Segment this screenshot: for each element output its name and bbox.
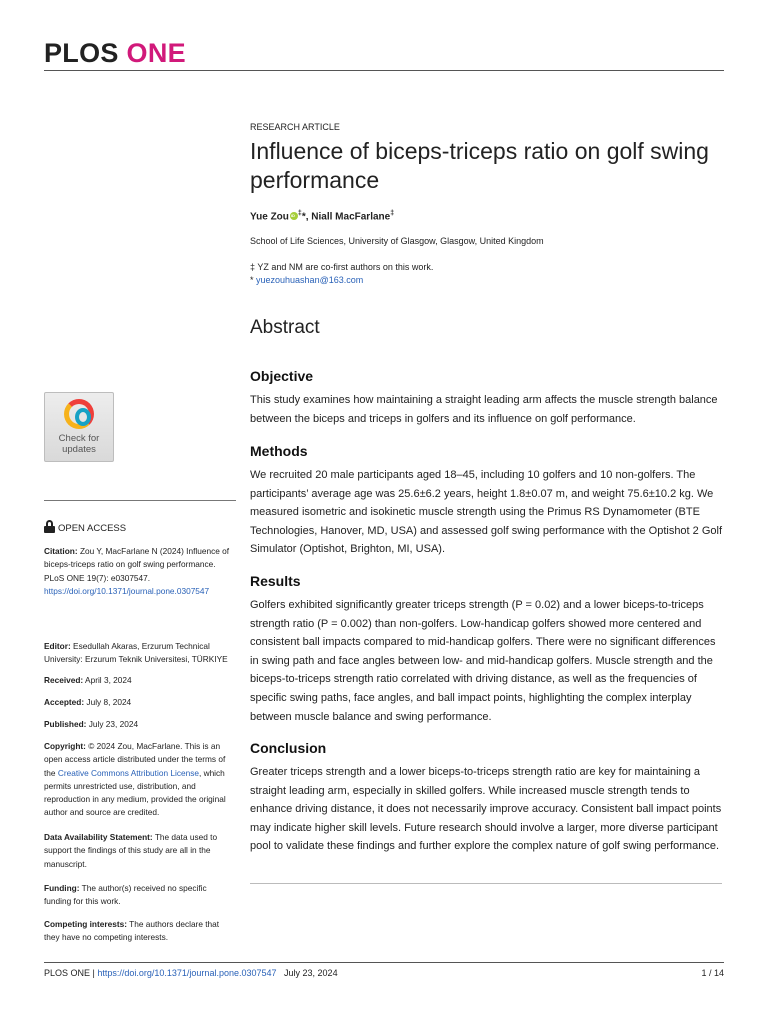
citation-label: Citation: [44,546,78,556]
crossmark-icon [64,399,94,429]
copyright-text: © 2024 Zou, MacFarlane. This is an open access article distributed under the terms of the [44,741,226,778]
competing-interests-text: The authors declare that they have no competing interests. [44,919,220,943]
published-date: July 23, 2024 [86,719,139,729]
section-heading: Conclusion [250,740,327,756]
badge-line: Check for [58,433,100,444]
funding-block [44,882,236,909]
article-title: Influence of biceps-triceps ratio on golf swing performance [250,138,709,193]
received-label: Received: [44,675,84,685]
received-block [44,674,236,687]
accepted-label: Accepted: [44,697,85,707]
badge-label [45,434,113,455]
abstract-section-methods [250,443,722,559]
editor-text: Esedullah Akaras, Erzurum Technical University: Erzurum Teknik Universitesi, TÜRKIYE [44,641,228,665]
accepted-block [44,696,236,709]
competing-interests-label: Competing interests: [44,919,127,929]
email-link[interactable]: yuezouhuashan@163.com [256,275,364,285]
check-for-updates-badge[interactable] [44,392,114,462]
affiliation: School of Life Sciences, University of Glasgow, Glasgow, United Kingdom [250,236,544,246]
header-divider [44,70,724,71]
abstract-section-conclusion [250,740,722,856]
citation-block [44,545,236,598]
copyright-text: , which permits unrestricted use, distribution, and reproduction in any medium, provided the original author and source are credited. [44,767,226,818]
open-access-text: OPEN ACCESS [58,523,127,534]
badge-line: updates [62,443,96,455]
license-link[interactable]: Creative Commons Attribution License [57,767,199,778]
journal-logo[interactable] [44,38,186,69]
section-text: Greater triceps strength and a lower biceps-to-triceps strength ratio are key for maintaining a straight leading arm, especially in skilled golfers. While increased muscle strength tends to enhance driving distance, it does not necessarily improve accuracy. Consistent ball impact points may indicate higher skill levels. Future research should involve a larger, more diverse participant pool to validate these findings and further explore the complex nature of golf swing performance. [250,766,722,853]
abstract-end-divider [250,883,722,884]
accepted-date: July 8, 2024 [84,697,132,707]
open-lock-icon [44,520,55,533]
author-mark: ‡ [297,210,302,217]
footer-journal: PLOS ONE | [44,968,98,978]
section-text: This study examines how maintaining a straight leading arm affects the muscle strength balance between the biceps and triceps in golfers and its influence on golf performance. [250,394,718,425]
author-mark: ‡ [390,210,395,217]
open-access-label [44,520,126,534]
editor-label: Editor: [44,641,71,651]
author-list [250,210,394,222]
abstract-section-results [250,573,722,726]
published-label: Published: [44,719,87,729]
data-availability-block [44,831,236,871]
section-heading: Results [250,573,301,589]
received-date: April 3, 2024 [83,675,132,685]
section-heading: Objective [250,368,314,384]
funding-label: Funding: [44,883,80,893]
orcid-icon[interactable] [290,212,298,220]
section-text: We recruited 20 male participants aged 18–45, including 10 golfers and 10 non-golfers. The participants’ average age was 25.6±6.2 years, height 1.8±0.07 m, and weight 75.6±10.2 kg. We measured isometric and isokinetic muscle strength using the Primus RS Dynamometer (BTE Technologies, Hanover, MD, USA) and assessed golf swing performance with the Optishot 2 Golf Simulator (Optishot, Brighton, MI, USA). [250,469,723,556]
logo-plos: PLOS [44,38,119,68]
author-name[interactable]: Yue Zou [250,211,289,223]
author-name[interactable]: Niall MacFarlane [311,211,391,223]
footer-date: July 23, 2024 [284,968,338,978]
footer-doi-link[interactable]: https://doi.org/10.1371/journal.pone.0307547 [97,968,277,978]
copyright-label: Copyright: [44,741,86,751]
data-availability-text: The data used to support the findings of this study are all in the manuscript. [44,832,218,869]
section-text: Golfers exhibited significantly greater triceps strength (P = 0.02) and a lower biceps-to-triceps strength ratio (P = 0.002) than non-golfers. Low-handicap golfers showed more centered and consistent ball impacts compared to mid-handicap golfers. There were no significant differences in swing path and face angles between low- and mid-handicap golfers. Muscle strength and the biceps-to-triceps strength ratio correlated with driving distance, as well as the frequencies of specific swing paths, face angles, and ball impact points, highlighting the complex interplay between muscle balance and swing performance. [250,599,716,723]
logo-one: ONE [126,38,186,68]
article-type: RESEARCH ARTICLE [250,122,340,132]
citation-text: Zou Y, MacFarlane N (2024) Influence of biceps-triceps ratio on golf swing performance. PLoS ONE 19(7): e0307547. [44,546,230,583]
corresponding-email [250,275,363,285]
corresponding-mark: * [301,211,306,223]
email-star: * [250,275,257,285]
cofirst-note: ‡ YZ and NM are co-first authors on this work. [250,262,434,272]
abstract-section-objective [250,368,722,428]
competing-interests-block [44,918,236,945]
sidebar-divider [44,500,236,501]
data-availability-label: Data Availability Statement: [44,832,153,842]
abstract-heading: Abstract [250,317,320,338]
page-footer [44,968,724,978]
section-heading: Methods [250,443,308,459]
footer-divider [44,962,724,963]
editor-block [44,640,236,667]
copyright-block [44,740,236,820]
funding-text: The author(s) received no specific funding for this work. [44,883,207,907]
citation-doi-link[interactable]: https://doi.org/10.1371/journal.pone.0307547 [44,585,210,596]
author-separator: , [305,211,312,223]
published-block [44,718,236,731]
page-number: 1 / 14 [701,968,724,978]
